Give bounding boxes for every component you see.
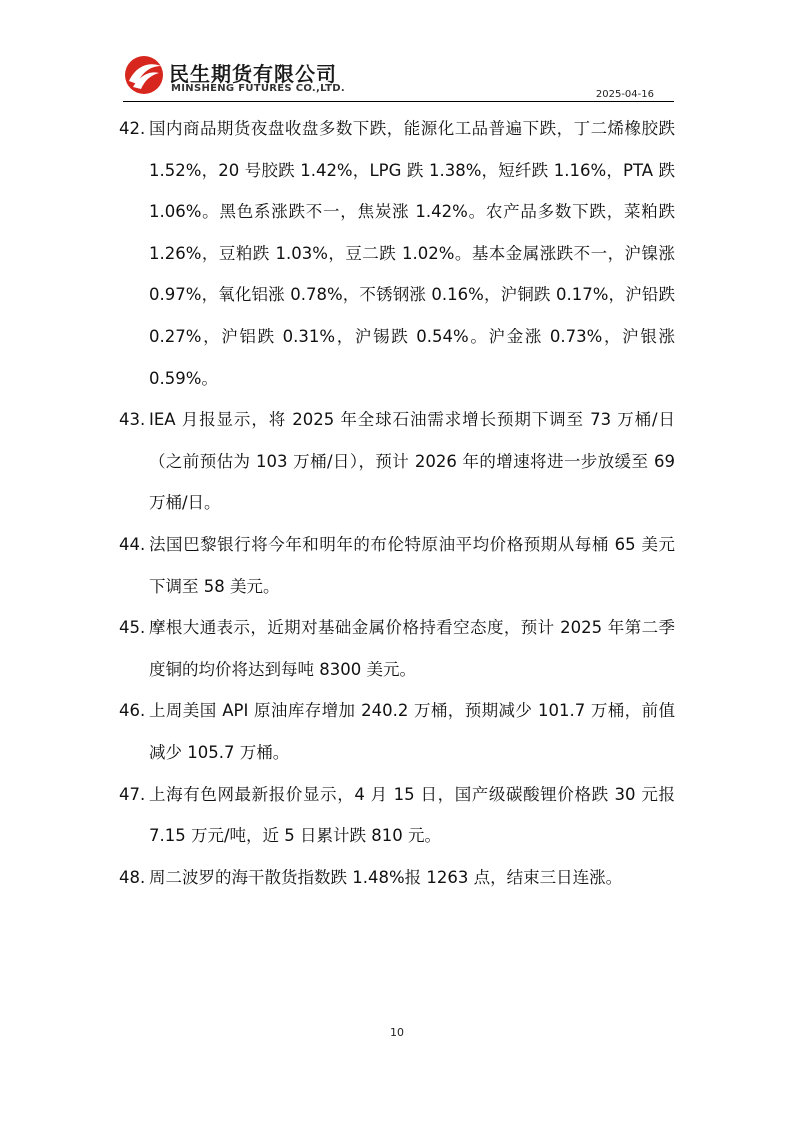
item-text: 法国巴黎银行将今年和明年的布伦特原油平均价格预期从每桶 65 美元下调至 58 美元。 bbox=[149, 534, 675, 596]
company-name-cn: 民生期货有限公司 bbox=[169, 62, 337, 86]
item-text: 周二波罗的海干散货指数跌 1.48%报 1263 点，结束三日连涨。 bbox=[149, 867, 623, 887]
item-number: 42. bbox=[119, 119, 146, 138]
page-header bbox=[123, 54, 674, 104]
list-item bbox=[119, 108, 675, 399]
list-item bbox=[119, 607, 675, 690]
list-item bbox=[119, 399, 675, 524]
item-text: 上海有色网最新报价显示，4 月 15 日，国产级碳酸锂价格跌 30 元报 7.15 万元/吨，近 5 日累计跌 810 元。 bbox=[149, 784, 675, 846]
page-number: 10 bbox=[390, 1026, 404, 1039]
news-list bbox=[119, 108, 675, 898]
item-text: 摩根大通表示，近期对基础金属价格持看空态度，预计 2025 年第二季度铜的均价将达到每吨 8300 美元。 bbox=[149, 618, 675, 679]
report-date: 2025-04-16 bbox=[595, 89, 654, 100]
list-item bbox=[119, 774, 675, 857]
company-name-en: MINSHENG FUTURES CO.,LTD. bbox=[171, 83, 345, 94]
item-text: IEA 月报显示，将 2025 年全球石油需求增长预期下调至 73 万桶/日（之前预估为 103 万桶/日），预计 2026 年的增速将进一步放缓至 69 万桶/日。 bbox=[149, 410, 675, 513]
item-number: 47. bbox=[119, 784, 146, 804]
item-text: 国内商品期货夜盘收盘多数下跌，能源化工品普遍下跌，丁二烯橡胶跌 1.52%，20 号胶跌 1.42%，LPG 跌 1.38%，短纤跌 1.16%，PTA 跌 1.06%。黑色系涨跌不一，焦炭涨 1.42%。农产品多数下跌，菜粕跌 1.26%，豆粕跌 1.03%，豆二跌 1.02%。基本金属涨跌不一，沪镍涨 0.97%，氧化铝涨 0.78%，不锈钢涨 0.16%，沪铜跌 0.17%，沪铅跌 0.27%，沪铝跌 0.31%，沪锡跌 0.54%。沪金涨 0.73%，沪银涨 0.59%。 bbox=[149, 119, 675, 388]
item-number: 44. bbox=[119, 534, 146, 554]
item-number: 46. bbox=[119, 701, 146, 721]
item-number: 43. bbox=[119, 410, 146, 430]
item-text: 上周美国 API 原油库存增加 240.2 万桶，预期减少 101.7 万桶，前值减少 105.7 万桶。 bbox=[149, 701, 675, 762]
item-number: 45. bbox=[119, 618, 146, 638]
header-divider bbox=[123, 101, 674, 102]
item-number: 48. bbox=[119, 867, 146, 887]
minsheng-logo-icon bbox=[123, 54, 165, 96]
list-item bbox=[119, 690, 675, 773]
list-item bbox=[119, 524, 675, 607]
list-item bbox=[119, 857, 675, 899]
